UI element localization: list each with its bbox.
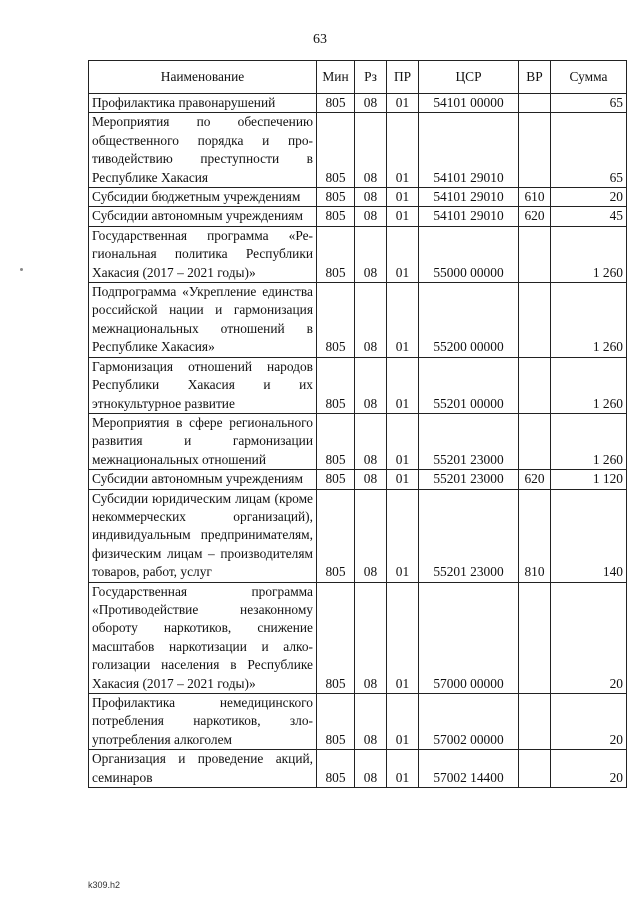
budget-table [88,60,627,788]
row-name: Субсидии автономным учреждениям [89,470,317,489]
row-sum: 20 [551,188,627,207]
row-rz: 08 [355,470,387,489]
row-csr: 55201 23000 [419,413,519,469]
row-name: Субсидии юридическим лицам (кроме некоммерческих организаций), индивидуальным предпринимателям, физическим лицам – производителям товаров, работ, услуг [89,489,317,582]
table-row [89,188,627,207]
column-header-pr: ПР [387,61,419,94]
row-csr: 57002 14400 [419,750,519,788]
row-vr: 620 [519,470,551,489]
column-header-name: Наименование [89,61,317,94]
row-min: 805 [317,207,355,226]
footer-code: k309.h2 [88,880,121,890]
row-min: 805 [317,188,355,207]
row-rz: 08 [355,413,387,469]
table-row [89,694,627,750]
row-csr: 55201 23000 [419,489,519,582]
row-min: 805 [317,694,355,750]
row-rz: 08 [355,207,387,226]
row-vr [519,94,551,113]
row-csr: 55201 00000 [419,357,519,413]
row-vr [519,226,551,282]
row-rz: 08 [355,226,387,282]
row-rz: 08 [355,694,387,750]
row-vr [519,750,551,788]
row-pr: 01 [387,188,419,207]
row-min: 805 [317,357,355,413]
row-min: 805 [317,582,355,693]
table-row [89,357,627,413]
row-sum: 1 260 [551,413,627,469]
row-sum: 1 260 [551,283,627,358]
row-pr: 01 [387,113,419,188]
row-rz: 08 [355,188,387,207]
row-rz: 08 [355,283,387,358]
row-sum: 1 120 [551,470,627,489]
row-pr: 01 [387,750,419,788]
row-pr: 01 [387,694,419,750]
row-vr [519,413,551,469]
row-name: Мероприятия в сфере регионального развития и гармонизации межнациональных отношений [89,413,317,469]
row-name: Подпрограмма «Укрепление единства российской нации и гармонизация межнациональных отношений в Республике Хакасия» [89,283,317,358]
row-sum: 140 [551,489,627,582]
row-min: 805 [317,413,355,469]
row-vr: 810 [519,489,551,582]
row-vr [519,113,551,188]
table-row [89,226,627,282]
column-header-min: Мин [317,61,355,94]
row-min: 805 [317,489,355,582]
row-csr: 54101 29010 [419,113,519,188]
page-number: 63 [313,32,327,47]
row-rz: 08 [355,94,387,113]
row-name: Субсидии бюджетным учреждениям [89,188,317,207]
column-header-sum: Сумма [551,61,627,94]
row-csr: 54101 29010 [419,188,519,207]
row-sum: 65 [551,94,627,113]
table-row [89,582,627,693]
scan-speck [20,268,23,271]
row-name: Субсидии автономным учреждениям [89,207,317,226]
column-header-rz: Рз [355,61,387,94]
row-name: Государственная программа «Противодействие незаконному обороту наркотиков, снижение масштабов наркотизации и алкоголизации населения в Республике Хакасия (2017 – 2021 годы)» [89,582,317,693]
row-sum: 20 [551,694,627,750]
row-min: 805 [317,113,355,188]
row-sum: 65 [551,113,627,188]
row-csr: 55201 23000 [419,470,519,489]
row-name: Профилактика правонарушений [89,94,317,113]
row-rz: 08 [355,489,387,582]
row-vr [519,582,551,693]
row-sum: 20 [551,582,627,693]
row-rz: 08 [355,750,387,788]
row-name: Государственная программа «Региональная политика Республики Хакасия (2017 – 2021 годы)» [89,226,317,282]
row-rz: 08 [355,582,387,693]
row-pr: 01 [387,94,419,113]
table-row [89,413,627,469]
row-name: Гармонизация отношений народов Республики Хакасия и их этнокультурное развитие [89,357,317,413]
row-pr: 01 [387,283,419,358]
table-header-row [89,61,627,94]
row-vr [519,357,551,413]
row-min: 805 [317,226,355,282]
row-rz: 08 [355,113,387,188]
row-csr: 57000 00000 [419,582,519,693]
row-pr: 01 [387,207,419,226]
row-pr: 01 [387,470,419,489]
table-row [89,489,627,582]
table-row [89,470,627,489]
row-csr: 57002 00000 [419,694,519,750]
table-row [89,94,627,113]
row-csr: 55200 00000 [419,283,519,358]
row-sum: 1 260 [551,357,627,413]
row-pr: 01 [387,226,419,282]
row-csr: 54101 29010 [419,207,519,226]
row-pr: 01 [387,582,419,693]
row-name: Мероприятия по обеспечению общественного порядка и противодействию преступности в Республике Хакасия [89,113,317,188]
row-vr: 610 [519,188,551,207]
column-header-csr: ЦСР [419,61,519,94]
table-row [89,113,627,188]
row-min: 805 [317,283,355,358]
row-sum: 45 [551,207,627,226]
row-pr: 01 [387,489,419,582]
table-row [89,207,627,226]
row-min: 805 [317,750,355,788]
row-rz: 08 [355,357,387,413]
row-csr: 55000 00000 [419,226,519,282]
table-row [89,283,627,358]
row-pr: 01 [387,357,419,413]
row-vr [519,694,551,750]
row-vr: 620 [519,207,551,226]
row-name: Организация и проведение акций, семинаров [89,750,317,788]
column-header-vr: ВР [519,61,551,94]
row-min: 805 [317,94,355,113]
row-sum: 1 260 [551,226,627,282]
row-pr: 01 [387,413,419,469]
row-sum: 20 [551,750,627,788]
table-row [89,750,627,788]
row-min: 805 [317,470,355,489]
row-vr [519,283,551,358]
row-csr: 54101 00000 [419,94,519,113]
row-name: Профилактика немедицинского потребления наркотиков, злоупотребления алкоголем [89,694,317,750]
